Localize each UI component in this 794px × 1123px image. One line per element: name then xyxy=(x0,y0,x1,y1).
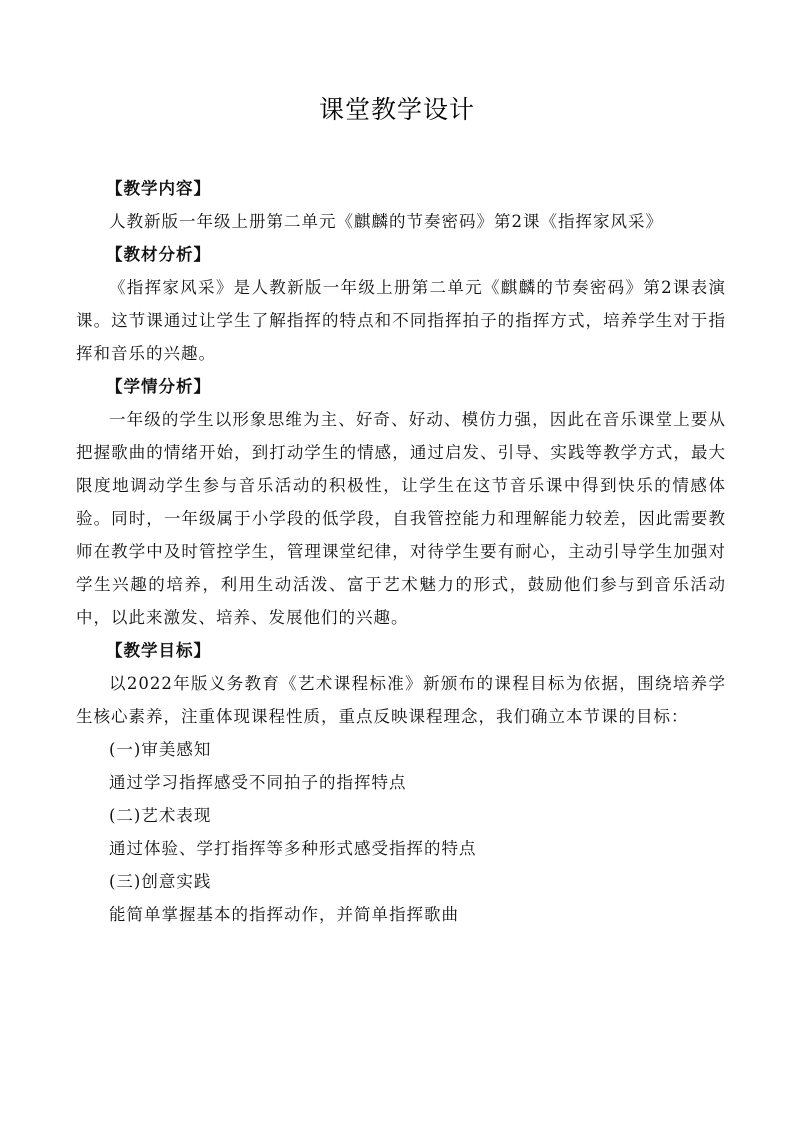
section-heading-material: 【教材分析】 xyxy=(106,245,211,264)
goal-label-2: (二)艺术表现 xyxy=(109,806,212,825)
content-text: 人教新版一年级上册第二单元《麒麟的节奏密码》第2课《指挥家风采》 xyxy=(109,212,663,231)
goal-label-3: (三)创意实践 xyxy=(109,872,212,891)
goals-intro-paragraph: 以2022年版义务教育《艺术课程标准》新颁布的课程目标为依据，围绕培养学生核心素养，注重体现课程性质，重点反映课程理念，我们确立本节课的目标： xyxy=(76,674,726,726)
page-title: 课堂教学设计 xyxy=(318,95,475,124)
goal-label-1: (一)审美感知 xyxy=(109,740,212,759)
goal-text-3: 能简单掌握基本的指挥动作，并简单指挥歌曲 xyxy=(109,905,459,924)
learners-paragraph: 一年级的学生以形象思维为主、好奇、好动、模仿力强，因此在音乐课堂上要从把握歌曲的情绪开始，到打动学生的情感，通过启发、引导、实践等教学方式，最大限度地调动学生参与音乐活动的积极性，让学生在这节音乐课中得到快乐的情感体验。同时，一年级属于小学段的低学段，自我管控能力和理解能力较差，因此需要教师在教学中及时管控学生，管理课堂纪律，对待学生要有耐心，主动引导学生加强对学生兴趣的培养，利用生动活泼、富于艺术魅力的形式，鼓励他们参与到音乐活动中，以此来激发、培养、发展他们的兴趣。 xyxy=(76,410,726,627)
goal-text-1: 通过学习指挥感受不同拍子的指挥特点 xyxy=(109,773,407,792)
material-paragraph: 《指挥家风采》是人教新版一年级上册第二单元《麒麟的节奏密码》第2课表演课。这节课通过让学生了解指挥的特点和不同指挥拍子的指挥方式，培养学生对于指挥和音乐的兴趣。 xyxy=(76,278,726,363)
section-heading-learners: 【学情分析】 xyxy=(106,377,211,396)
section-heading-content: 【教学内容】 xyxy=(106,179,211,198)
section-heading-goals: 【教学目标】 xyxy=(106,641,211,660)
goal-text-2: 通过体验、学打指挥等多种形式感受指挥的特点 xyxy=(109,839,477,858)
document-body xyxy=(76,172,726,931)
